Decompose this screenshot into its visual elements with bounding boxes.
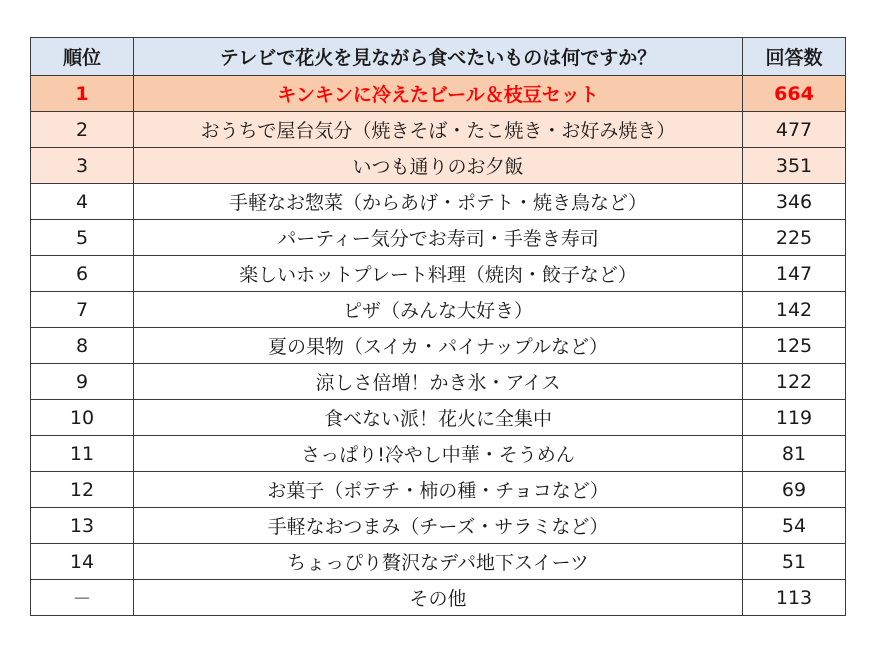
item-cell: その他 [134, 580, 743, 616]
item-cell: お菓子（ポテチ・柿の種・チョコなど） [134, 472, 743, 508]
count-cell: 351 [743, 148, 846, 184]
table-row [31, 508, 846, 544]
item-cell: 涼しさ倍増！かき氷・アイス [134, 364, 743, 400]
table-row [31, 148, 846, 184]
rank-cell: 13 [31, 508, 134, 544]
rank-cell: 3 [31, 148, 134, 184]
count-header: 回答数 [743, 38, 846, 76]
count-cell: 125 [743, 328, 846, 364]
count-cell: 477 [743, 112, 846, 148]
table-row [31, 292, 846, 328]
count-cell: 346 [743, 184, 846, 220]
rank-cell: 9 [31, 364, 134, 400]
table-row [31, 544, 846, 580]
rank-cell: 2 [31, 112, 134, 148]
ranking-table [30, 37, 846, 616]
item-cell: 手軽なおつまみ（チーズ・サラミなど） [134, 508, 743, 544]
question-header: テレビで花火を見ながら食べたいものは何ですか？ [134, 38, 743, 76]
header-row [31, 38, 846, 76]
rank-cell: 7 [31, 292, 134, 328]
item-cell: 食べない派！花火に全集中 [134, 400, 743, 436]
table-row [31, 328, 846, 364]
table-row [31, 472, 846, 508]
table-row [31, 76, 846, 112]
rank-cell: 4 [31, 184, 134, 220]
item-cell: 楽しいホットプレート料理（焼肉・餃子など） [134, 256, 743, 292]
rank-cell: 11 [31, 436, 134, 472]
rank-header: 順位 [31, 38, 134, 76]
item-cell: おうちで屋台気分（焼きそば・たこ焼き・お好み焼き） [134, 112, 743, 148]
rank-cell: 10 [31, 400, 134, 436]
table-row [31, 400, 846, 436]
rank-cell: － [31, 580, 134, 616]
rank-cell: 14 [31, 544, 134, 580]
count-cell: 81 [743, 436, 846, 472]
rank-cell: 5 [31, 220, 134, 256]
item-cell: いつも通りのお夕飯 [134, 148, 743, 184]
table-row [31, 184, 846, 220]
table-row [31, 112, 846, 148]
item-cell: パーティー気分でお寿司・手巻き寿司 [134, 220, 743, 256]
rank-cell: 1 [31, 76, 134, 112]
count-cell: 142 [743, 292, 846, 328]
item-cell: さっぱり!冷やし中華・そうめん [134, 436, 743, 472]
count-cell: 51 [743, 544, 846, 580]
count-cell: 225 [743, 220, 846, 256]
count-cell: 113 [743, 580, 846, 616]
count-cell: 69 [743, 472, 846, 508]
table-row [31, 580, 846, 616]
item-cell: ピザ（みんな大好き） [134, 292, 743, 328]
item-cell: 夏の果物（スイカ・パイナップルなど） [134, 328, 743, 364]
item-cell: 手軽なお惣菜（からあげ・ポテト・焼き鳥など） [134, 184, 743, 220]
count-cell: 147 [743, 256, 846, 292]
item-cell: ちょっぴり贅沢なデパ地下スイーツ [134, 544, 743, 580]
count-cell: 122 [743, 364, 846, 400]
count-cell: 119 [743, 400, 846, 436]
count-cell: 54 [743, 508, 846, 544]
rank-cell: 8 [31, 328, 134, 364]
rank-cell: 6 [31, 256, 134, 292]
table-row [31, 256, 846, 292]
table-row [31, 220, 846, 256]
table-row [31, 436, 846, 472]
table-row [31, 364, 846, 400]
count-cell: 664 [743, 76, 846, 112]
item-cell: キンキンに冷えたビール＆枝豆セット [134, 76, 743, 112]
rank-cell: 12 [31, 472, 134, 508]
